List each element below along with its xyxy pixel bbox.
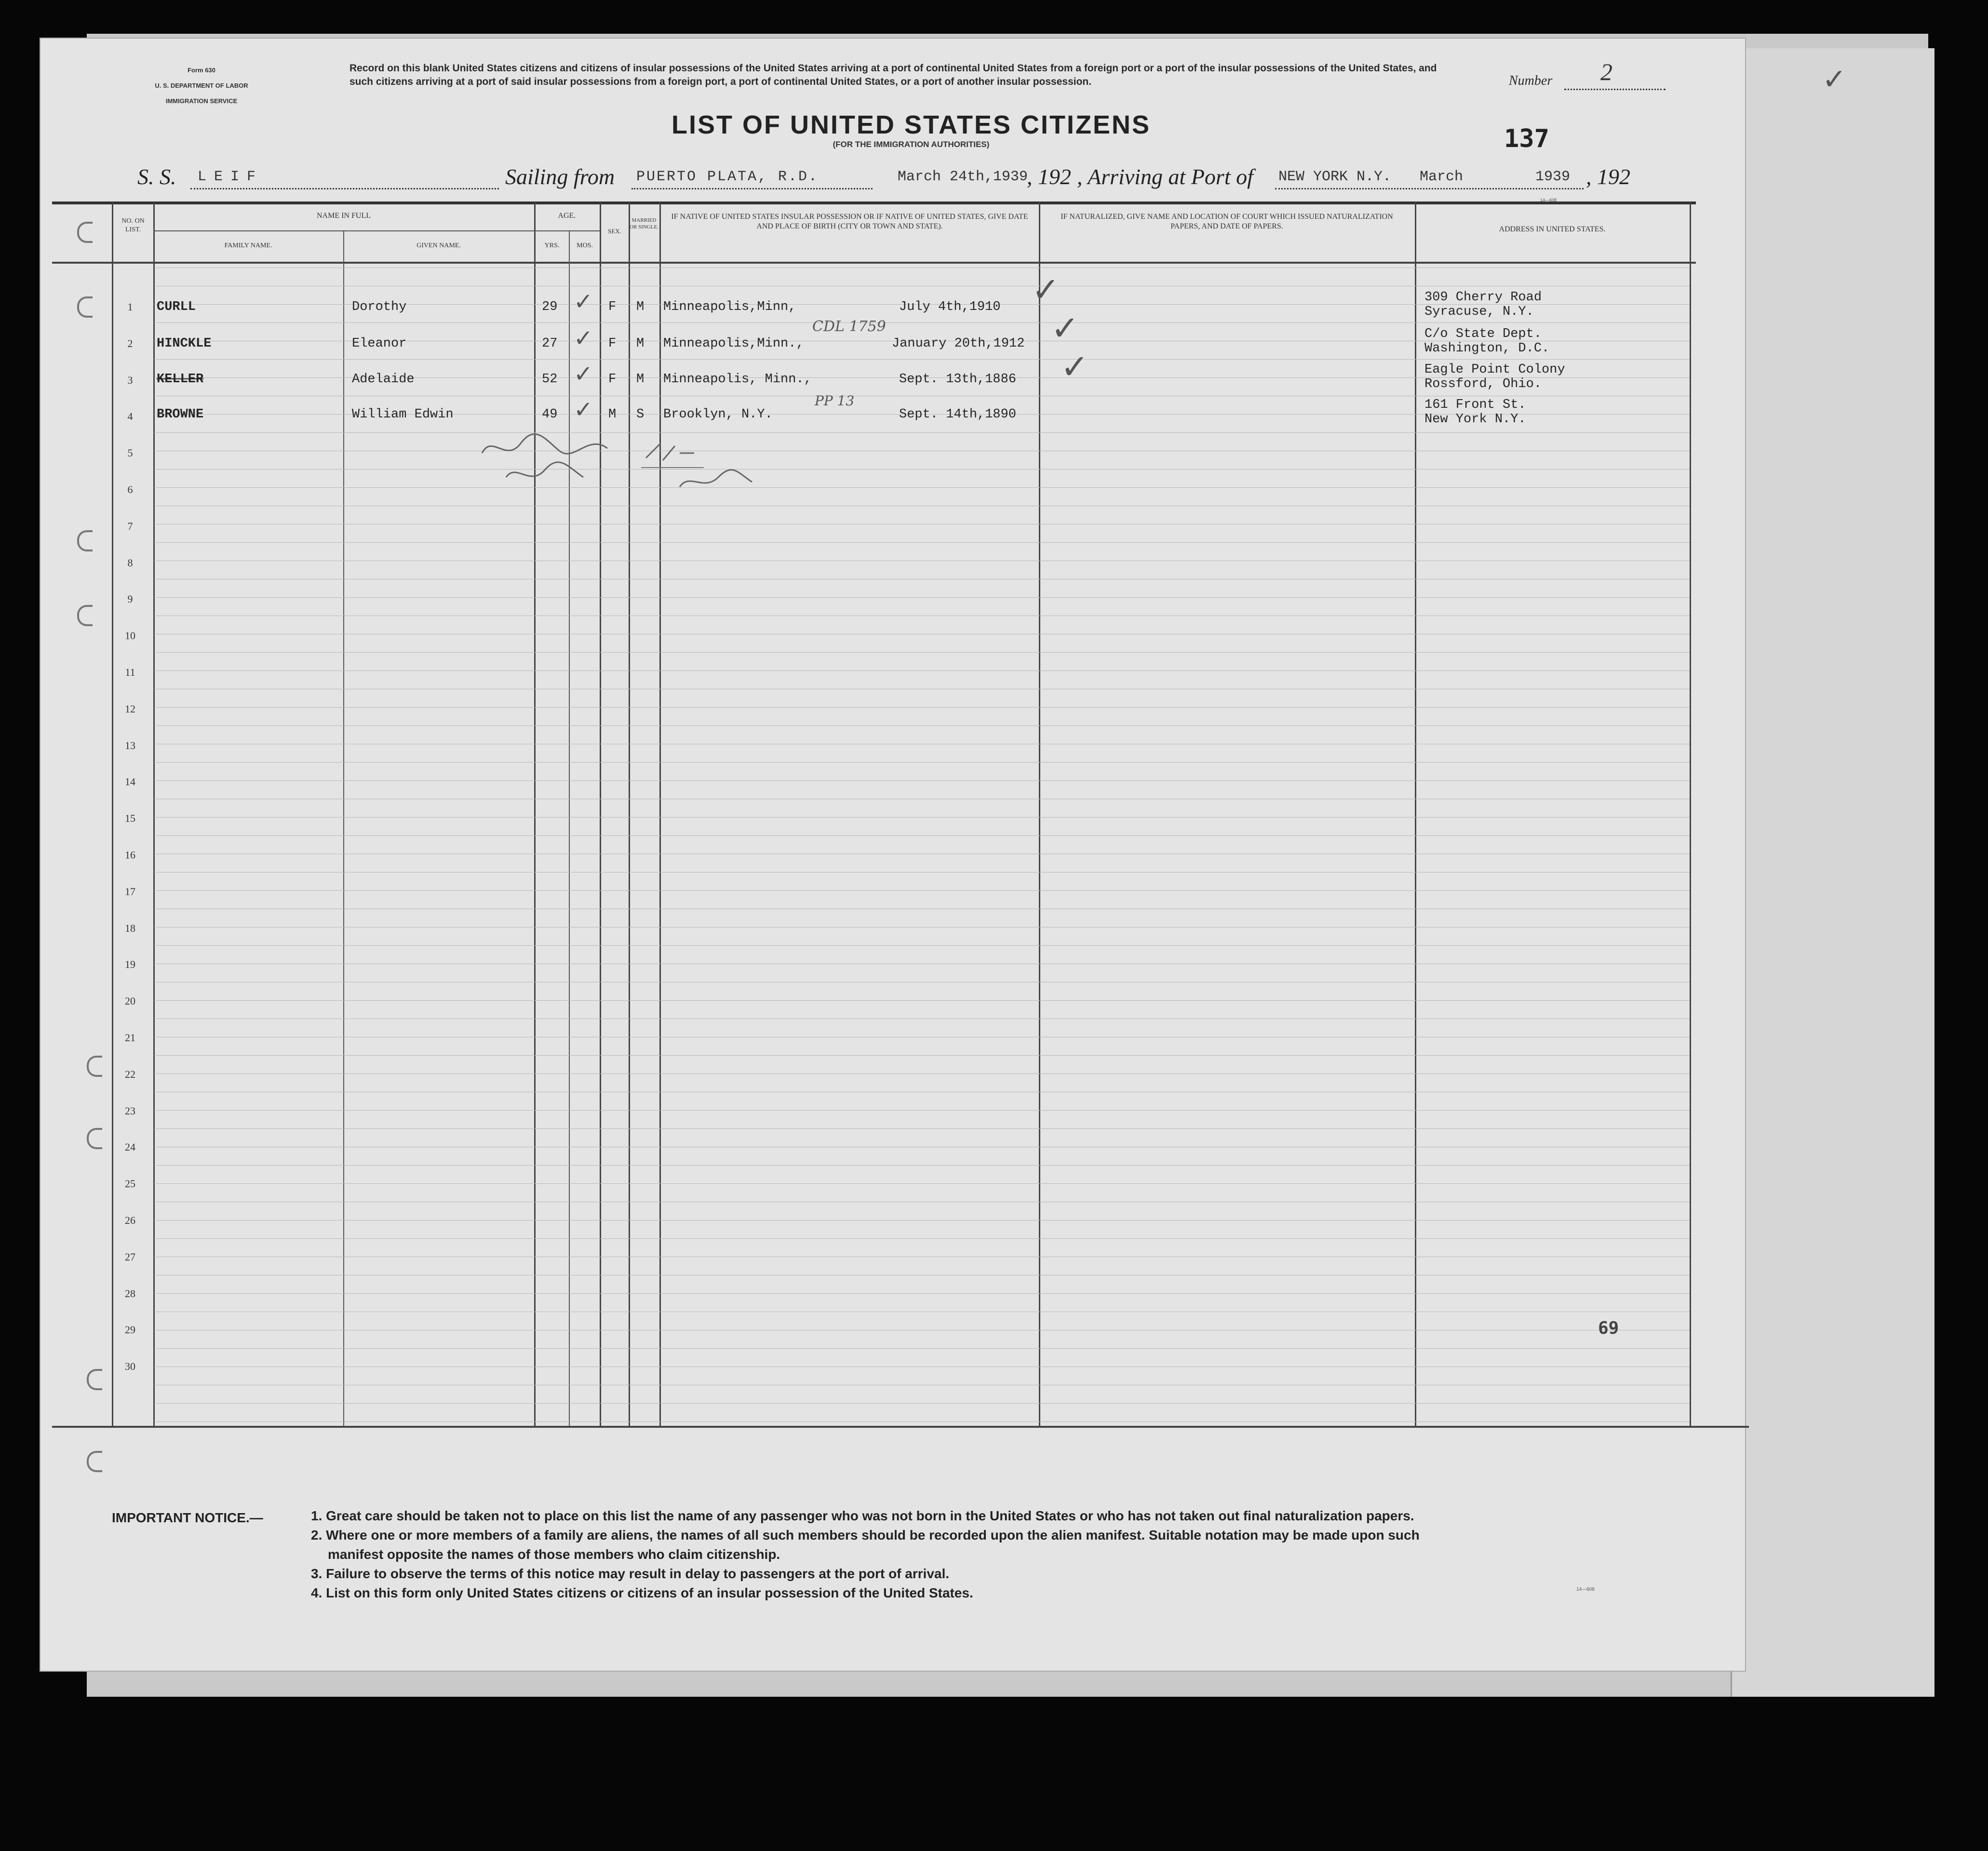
form-number: Form 630	[188, 67, 215, 74]
col-divider-birth	[1039, 202, 1040, 1426]
row-number: 20	[125, 995, 135, 1007]
header-mos: MOS.	[577, 242, 593, 249]
family-name-1: CURLL	[157, 300, 196, 314]
header-name-in-full: NAME IN FULL	[317, 212, 371, 220]
col-divider-age	[534, 202, 536, 1426]
row-number: 27	[125, 1250, 135, 1263]
checkmark-icon: ✓	[1822, 63, 1847, 96]
birthdate-4: Sept. 14th,1890	[899, 407, 1017, 422]
checkmark-icon: ✓	[574, 325, 593, 352]
row-number: 19	[125, 958, 135, 971]
address-line1-4: 161 Front St.	[1424, 398, 1526, 412]
birthplace-1: Minneapolis,Minn,	[663, 300, 796, 314]
given-name-1: Dorothy	[352, 300, 407, 314]
col-divider-address	[1690, 202, 1691, 1426]
ruled-line	[154, 1128, 1690, 1129]
row-number: 14	[125, 776, 135, 788]
marital-4: S	[636, 407, 645, 422]
ruled-line	[154, 725, 1690, 726]
checkmark-icon: ✓	[574, 288, 593, 315]
address-line1-1: 309 Cherry Road	[1424, 290, 1542, 305]
row-number: 23	[125, 1104, 135, 1117]
sailing-from-port: PUERTO PLATA, R.D.	[636, 169, 819, 185]
checkmark-icon: ✓	[574, 361, 593, 388]
punch-hole	[77, 605, 93, 626]
ruled-line	[154, 1073, 1690, 1074]
header-age: AGE.	[558, 212, 576, 220]
given-name-4: William Edwin	[352, 407, 454, 422]
punch-hole	[77, 530, 93, 551]
ruled-line	[154, 1220, 1690, 1221]
checkmark-icon: ✓	[1032, 270, 1060, 309]
row-number: 24	[125, 1141, 135, 1154]
header-family-name: FAMILY NAME.	[224, 242, 272, 249]
ruled-line	[154, 890, 1690, 891]
row-number: 13	[125, 739, 135, 751]
punch-hole	[77, 296, 93, 318]
ruled-line	[154, 1165, 1690, 1166]
row-number: 26	[125, 1214, 135, 1226]
age-header-rule	[534, 230, 600, 231]
ruled-line	[154, 1348, 1690, 1349]
punch-hole	[87, 1056, 102, 1077]
header-sex: SEX.	[608, 228, 621, 235]
ss-label: S. S.	[137, 164, 176, 189]
given-name-2: Eleanor	[352, 336, 407, 351]
col-divider-yrs	[569, 230, 570, 1426]
row-number: 12	[125, 702, 135, 715]
address-line2-1: Syracuse, N.Y.	[1424, 305, 1534, 319]
marital-1: M	[636, 300, 645, 314]
header-no-on-list: NO. ON LIST.	[121, 217, 145, 233]
punch-hole	[87, 1451, 102, 1472]
family-name-3: KELLER	[157, 372, 204, 387]
arriving-month: March	[1420, 169, 1464, 185]
page-title: LIST OF UNITED STATES CITIZENS	[672, 110, 1151, 139]
row-number: 3	[127, 374, 133, 386]
header-yrs: YRS.	[544, 242, 560, 249]
birthplace-3: Minneapolis, Minn.,	[663, 372, 812, 387]
col-divider-naturalized	[1415, 202, 1416, 1426]
row-number: 16	[125, 849, 135, 861]
form-identifier	[120, 59, 283, 113]
sex-3: F	[608, 372, 617, 387]
col-divider-family	[153, 202, 155, 1426]
sailing-year-suffix: , 192	[1027, 164, 1071, 189]
form-code-top: 14—608	[1540, 198, 1557, 202]
row-number: 15	[125, 812, 135, 825]
row-number: 30	[125, 1360, 135, 1373]
row-number: 8	[127, 556, 133, 569]
notice-item-2-continued: manifest opposite the names of those members who claim citizenship.	[328, 1547, 780, 1562]
header-birth: IF NATIVE OF UNITED STATES INSULAR POSSESSION OR IF NATIVE OF UNITED STATES, GIVE DATE AND PLACE OF BIRTH (CITY OR TOWN AND STATE).	[671, 213, 1028, 230]
row-number: 29	[125, 1324, 135, 1336]
row-number: 21	[125, 1032, 135, 1044]
sex-1: F	[608, 300, 617, 314]
arriving-port: NEW YORK N.Y.	[1278, 169, 1392, 185]
handwritten-pp-note: PP 13	[815, 393, 855, 409]
row-number: 6	[127, 483, 133, 496]
ruled-line	[154, 1183, 1690, 1184]
sailing-date: March 24th,1939	[898, 169, 1028, 185]
address-line2-2: Washington, D.C.	[1424, 341, 1550, 356]
ruled-line	[154, 597, 1690, 598]
family-name-2: HINCKLE	[157, 336, 212, 351]
arriving-year: 1939	[1535, 169, 1571, 185]
col-divider-mos	[600, 202, 601, 1426]
row-number: 10	[125, 630, 135, 642]
ruled-line	[154, 835, 1690, 836]
header-bottom-rule	[52, 262, 1696, 264]
row-number: 5	[127, 447, 133, 459]
ruled-line	[154, 1403, 1690, 1404]
punch-hole	[87, 1128, 102, 1149]
number-value: 2	[1600, 58, 1612, 85]
notice-item-1: 1. Great care should be taken not to place on this list the name of any passenger who was not born in the United States or who has not taken out final naturalization papers.	[311, 1508, 1414, 1523]
checkmark-icon: ✓	[574, 396, 593, 423]
col-divider-no	[112, 202, 113, 1426]
table-top-rule	[52, 201, 1696, 204]
ruled-line	[154, 652, 1690, 653]
row-number: 25	[125, 1178, 135, 1190]
marital-2: M	[636, 336, 645, 351]
sailing-from-label: Sailing from	[505, 164, 615, 189]
col-divider-sex	[629, 202, 630, 1426]
marital-3: M	[636, 372, 645, 387]
handwritten-signature-scrawl	[477, 424, 766, 496]
sailing-from-underline	[631, 188, 873, 189]
ruled-line	[154, 1000, 1690, 1001]
birthplace-4: Brooklyn, N.Y.	[663, 407, 773, 422]
name-header-rule	[153, 230, 534, 231]
ruled-line	[154, 1293, 1690, 1294]
ruled-line	[154, 1110, 1690, 1111]
given-name-3: Adelaide	[352, 372, 415, 387]
header-given-name: GIVEN NAME.	[416, 242, 461, 249]
ruled-line	[154, 1055, 1690, 1056]
age-years-1: 29	[542, 300, 558, 314]
punch-hole	[87, 1369, 102, 1390]
handwritten-cdl-note: CDL 1759	[812, 318, 886, 335]
row-number: 4	[127, 410, 133, 423]
row-number: 28	[125, 1287, 135, 1300]
ruled-line	[154, 322, 1690, 323]
ruled-line	[154, 945, 1690, 946]
family-name-4: BROWNE	[157, 407, 204, 422]
service-name: IMMIGRATION SERVICE	[165, 97, 238, 105]
birthplace-2: Minneapolis,Minn.,	[663, 336, 804, 351]
ruled-line	[154, 817, 1690, 818]
ship-name: LEIF	[198, 169, 264, 185]
ship-underline	[190, 188, 499, 189]
notice-item-4: 4. List on this form only United States citizens or citizens of an insular possession of the United States.	[311, 1585, 973, 1600]
header-address: ADDRESS IN UNITED STATES.	[1499, 225, 1606, 233]
address-line1-2: C/o State Dept.	[1424, 327, 1542, 341]
number-label: Number	[1509, 73, 1553, 88]
number-underline	[1564, 89, 1666, 90]
sex-2: F	[608, 336, 617, 351]
row-number: 9	[127, 593, 133, 605]
ruled-line	[154, 359, 1690, 360]
notice-item-3: 3. Failure to observe the terms of this notice may result in delay to passengers at the port of arrival.	[311, 1566, 950, 1581]
sex-4: M	[608, 407, 617, 422]
punch-hole	[77, 222, 93, 243]
department-name: U. S. DEPARTMENT OF LABOR	[155, 82, 248, 89]
row-number: 1	[127, 301, 133, 313]
underlying-page-edge	[1731, 48, 1934, 1697]
age-years-3: 52	[542, 372, 558, 387]
col-divider-given	[343, 230, 344, 1426]
arriving-label: , Arriving at Port of	[1077, 164, 1253, 189]
birthdate-2: January 20th,1912	[892, 336, 1025, 351]
birthdate-1: July 4th,1910	[899, 300, 1001, 314]
notice-heading: IMPORTANT NOTICE.—	[112, 1510, 263, 1525]
row-number: 22	[125, 1068, 135, 1080]
form-code-bottom: 14—608	[1576, 1587, 1595, 1592]
form-instructions: Record on this blank United States citizens and citizens of insular possessions of the United States arriving at a port of continental United States from a foreign port or a port of the insular possessions of the United States, and such citizens arriving at a port of said insular possessions from a foreign port, a port of continental United States, or a port of another insular possession.	[349, 63, 1437, 87]
ruled-line	[154, 542, 1690, 543]
checkmark-icon: ✓	[1051, 308, 1079, 348]
arriving-year-suffix: , 192	[1586, 164, 1630, 189]
row-number: 11	[125, 666, 135, 678]
header-naturalized: IF NATURALIZED, GIVE NAME AND LOCATION OF COURT WHICH ISSUED NATURALIZATION PAPERS, AND DATE OF PAPERS.	[1061, 213, 1393, 230]
col-divider-married	[659, 202, 661, 1426]
address-line2-4: New York N.Y.	[1424, 412, 1526, 427]
arriving-underline	[1275, 188, 1584, 189]
address-line1-3: Eagle Point Colony	[1424, 362, 1565, 377]
ruled-line	[154, 487, 1690, 488]
row-number: 7	[127, 520, 133, 532]
row-number: 2	[127, 337, 133, 349]
ruled-line	[154, 707, 1690, 708]
ruled-line	[154, 762, 1690, 763]
header-married-or-single: MARRIED OR SINGLE.	[630, 217, 658, 230]
row-number: 18	[125, 922, 135, 934]
address-line2-3: Rossford, Ohio.	[1424, 377, 1542, 391]
ruled-line	[154, 1238, 1690, 1239]
page-subtitle: (FOR THE IMMIGRATION AUTHORITIES)	[833, 140, 990, 149]
ruled-line	[154, 432, 1690, 433]
notice-item-2: 2. Where one or more members of a family are aliens, the names of all such members should be recorded upon the alien manifest. Suitable notation may be made upon such	[311, 1528, 1420, 1542]
table-bottom-rule	[52, 1426, 1749, 1428]
ruled-line	[154, 780, 1690, 781]
age-years-2: 27	[542, 336, 558, 351]
checkmark-icon: ✓	[1061, 347, 1089, 387]
birthdate-3: Sept. 13th,1886	[899, 372, 1017, 387]
reference-number: 137	[1504, 124, 1549, 153]
age-years-4: 49	[542, 407, 558, 422]
stamp-number: 69	[1598, 1318, 1619, 1338]
row-number: 17	[125, 885, 135, 898]
